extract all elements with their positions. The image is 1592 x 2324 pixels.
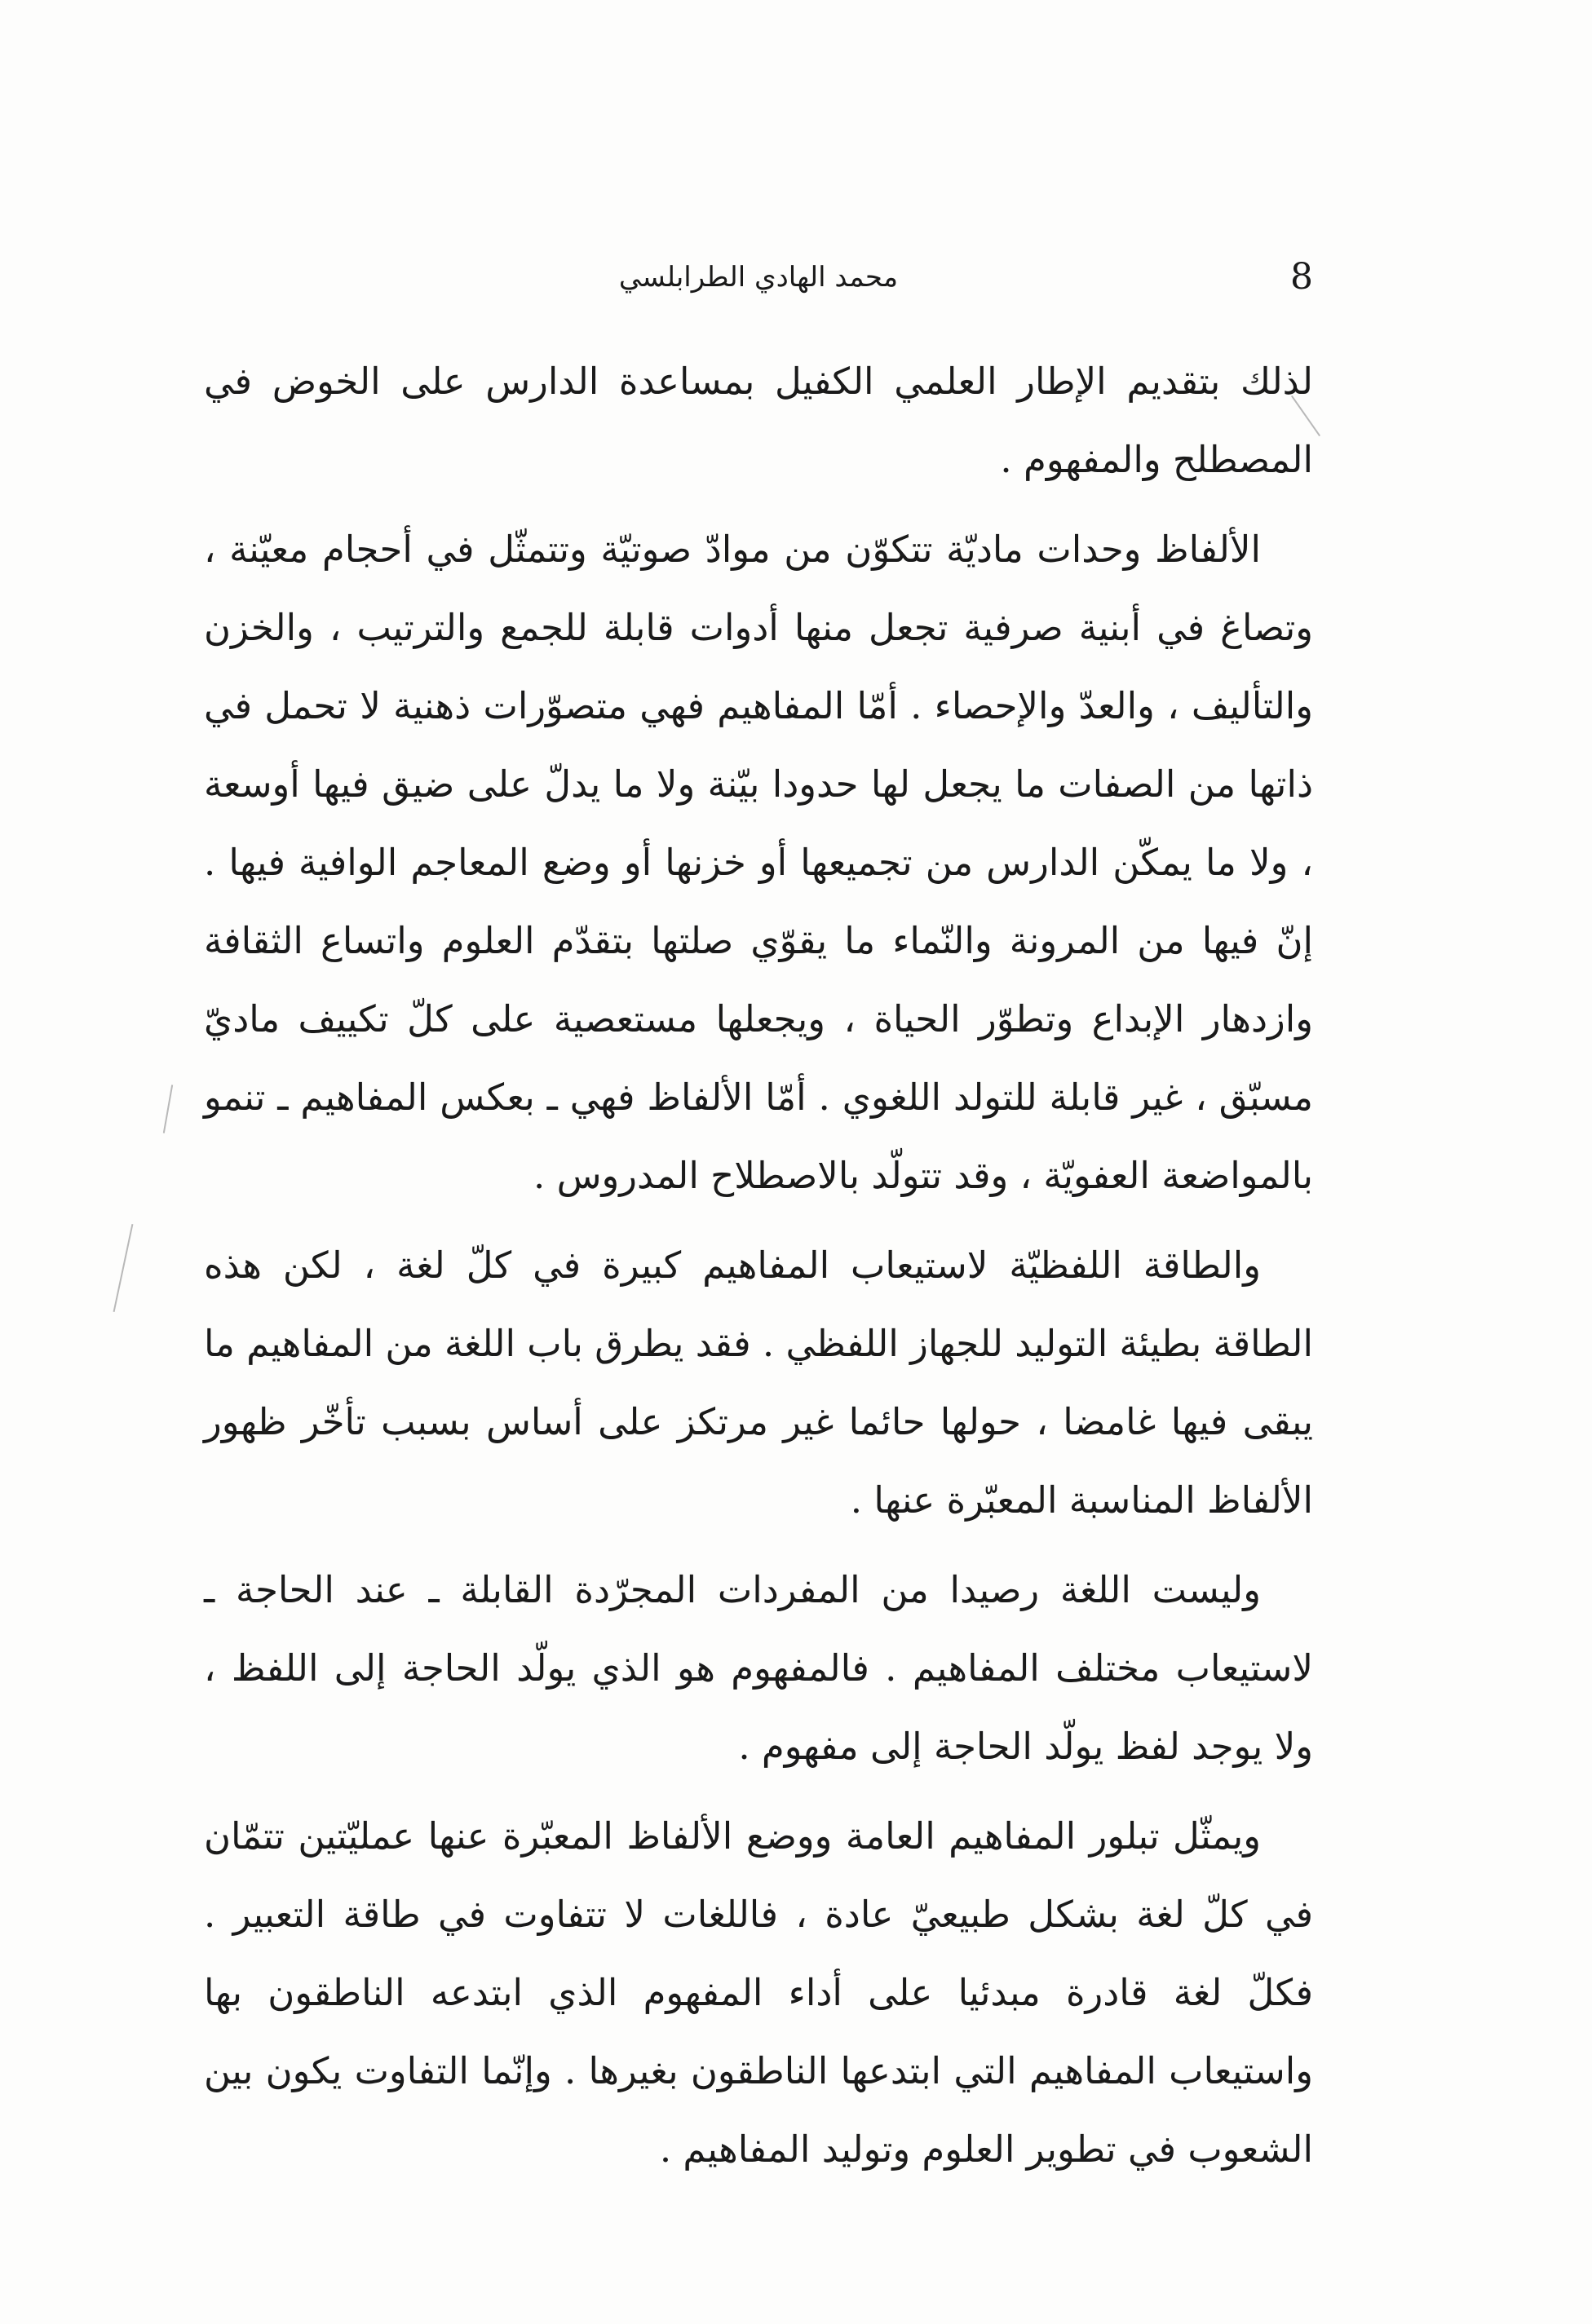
page-number: 8 <box>1290 256 1313 298</box>
paragraph: ويمثّل تبلور المفاهيم العامة ووضع الألفاظ المعبّرة عنها عمليّتين تتمّان في كلّ لغة بشكل طبيعيّ عادة ، فاللغات لا تتفاوت في طاقة التعبير . فكلّ لغة قادرة مبدئيا على أداء المفهوم الذي ابتدعه الناطقون بها واستيعاب المفاهيم التي ابتدعها الناطقون بغيرها . وإنّما التفاوت يكون بين الشعوب في تطوير العلوم وتوليد المفاهيم . <box>204 1814 1313 2171</box>
body-text <box>204 342 1313 2200</box>
scan-artifact <box>113 1224 134 1312</box>
running-head: محمد الهادي الطرابلسي <box>618 261 899 294</box>
paragraph: لذلك بتقديم الإطار العلمي الكفيل بمساعدة الدارس على الخوض في المصطلح والمفهوم . <box>204 360 1313 481</box>
paragraph: والطاقة اللفظيّة لاستيعاب المفاهيم كبيرة في كلّ لغة ، لكن هذه الطاقة بطيئة التوليد للجهاز اللفظي . فقد يطرق باب اللغة من المفاهيم ما يبقى فيها غامضا ، حولها حائما غير مرتكز على أساس بسبب تأخّر ظهور الألفاظ المناسبة المعبّرة عنها . <box>204 1244 1313 1522</box>
page-header <box>204 253 1313 302</box>
paragraph: وليست اللغة رصيدا من المفردات المجرّدة القابلة ـ عند الحاجة ـ لاستيعاب مختلف المفاهيم . فالمفهوم هو الذي يولّد الحاجة إلى اللفظ ، ولا يوجد لفظ يولّد الحاجة إلى مفهوم . <box>204 1568 1313 1768</box>
paragraph: الألفاظ وحدات ماديّة تتكوّن من موادّ صوتيّة وتتمثّل في أحجام معيّنة ، وتصاغ في أبنية صرفية تجعل منها أدوات قابلة للجمع والترتيب ، والخزن والتأليف ، والعدّ والإحصاء . أمّا المفاهيم فهي متصوّرات ذهنية لا تحمل في ذاتها من الصفات ما يجعل لها حدودا بيّنة ولا ما يدلّ على ضيق فيها أوسعة ، ولا ما يمكّن الدارس من تجميعها أو خزنها أو وضع المعاجم الوافية فيها . إنّ فيها من المرونة والنّماء ما يقوّي صلتها بتقدّم العلوم واتساع الثقافة وازدهار الإبداع وتطوّر الحياة ، ويجعلها مستعصية على كلّ تكييف ماديّ مسبّق ، غير قابلة للتولد اللغوي . أمّا الألفاظ فهي ـ بعكس المفاهيم ـ تنمو بالمواضعة العفويّة ، وقد تتولّد بالاصطلاح المدروس . <box>204 528 1313 1197</box>
scan-artifact <box>163 1085 173 1133</box>
